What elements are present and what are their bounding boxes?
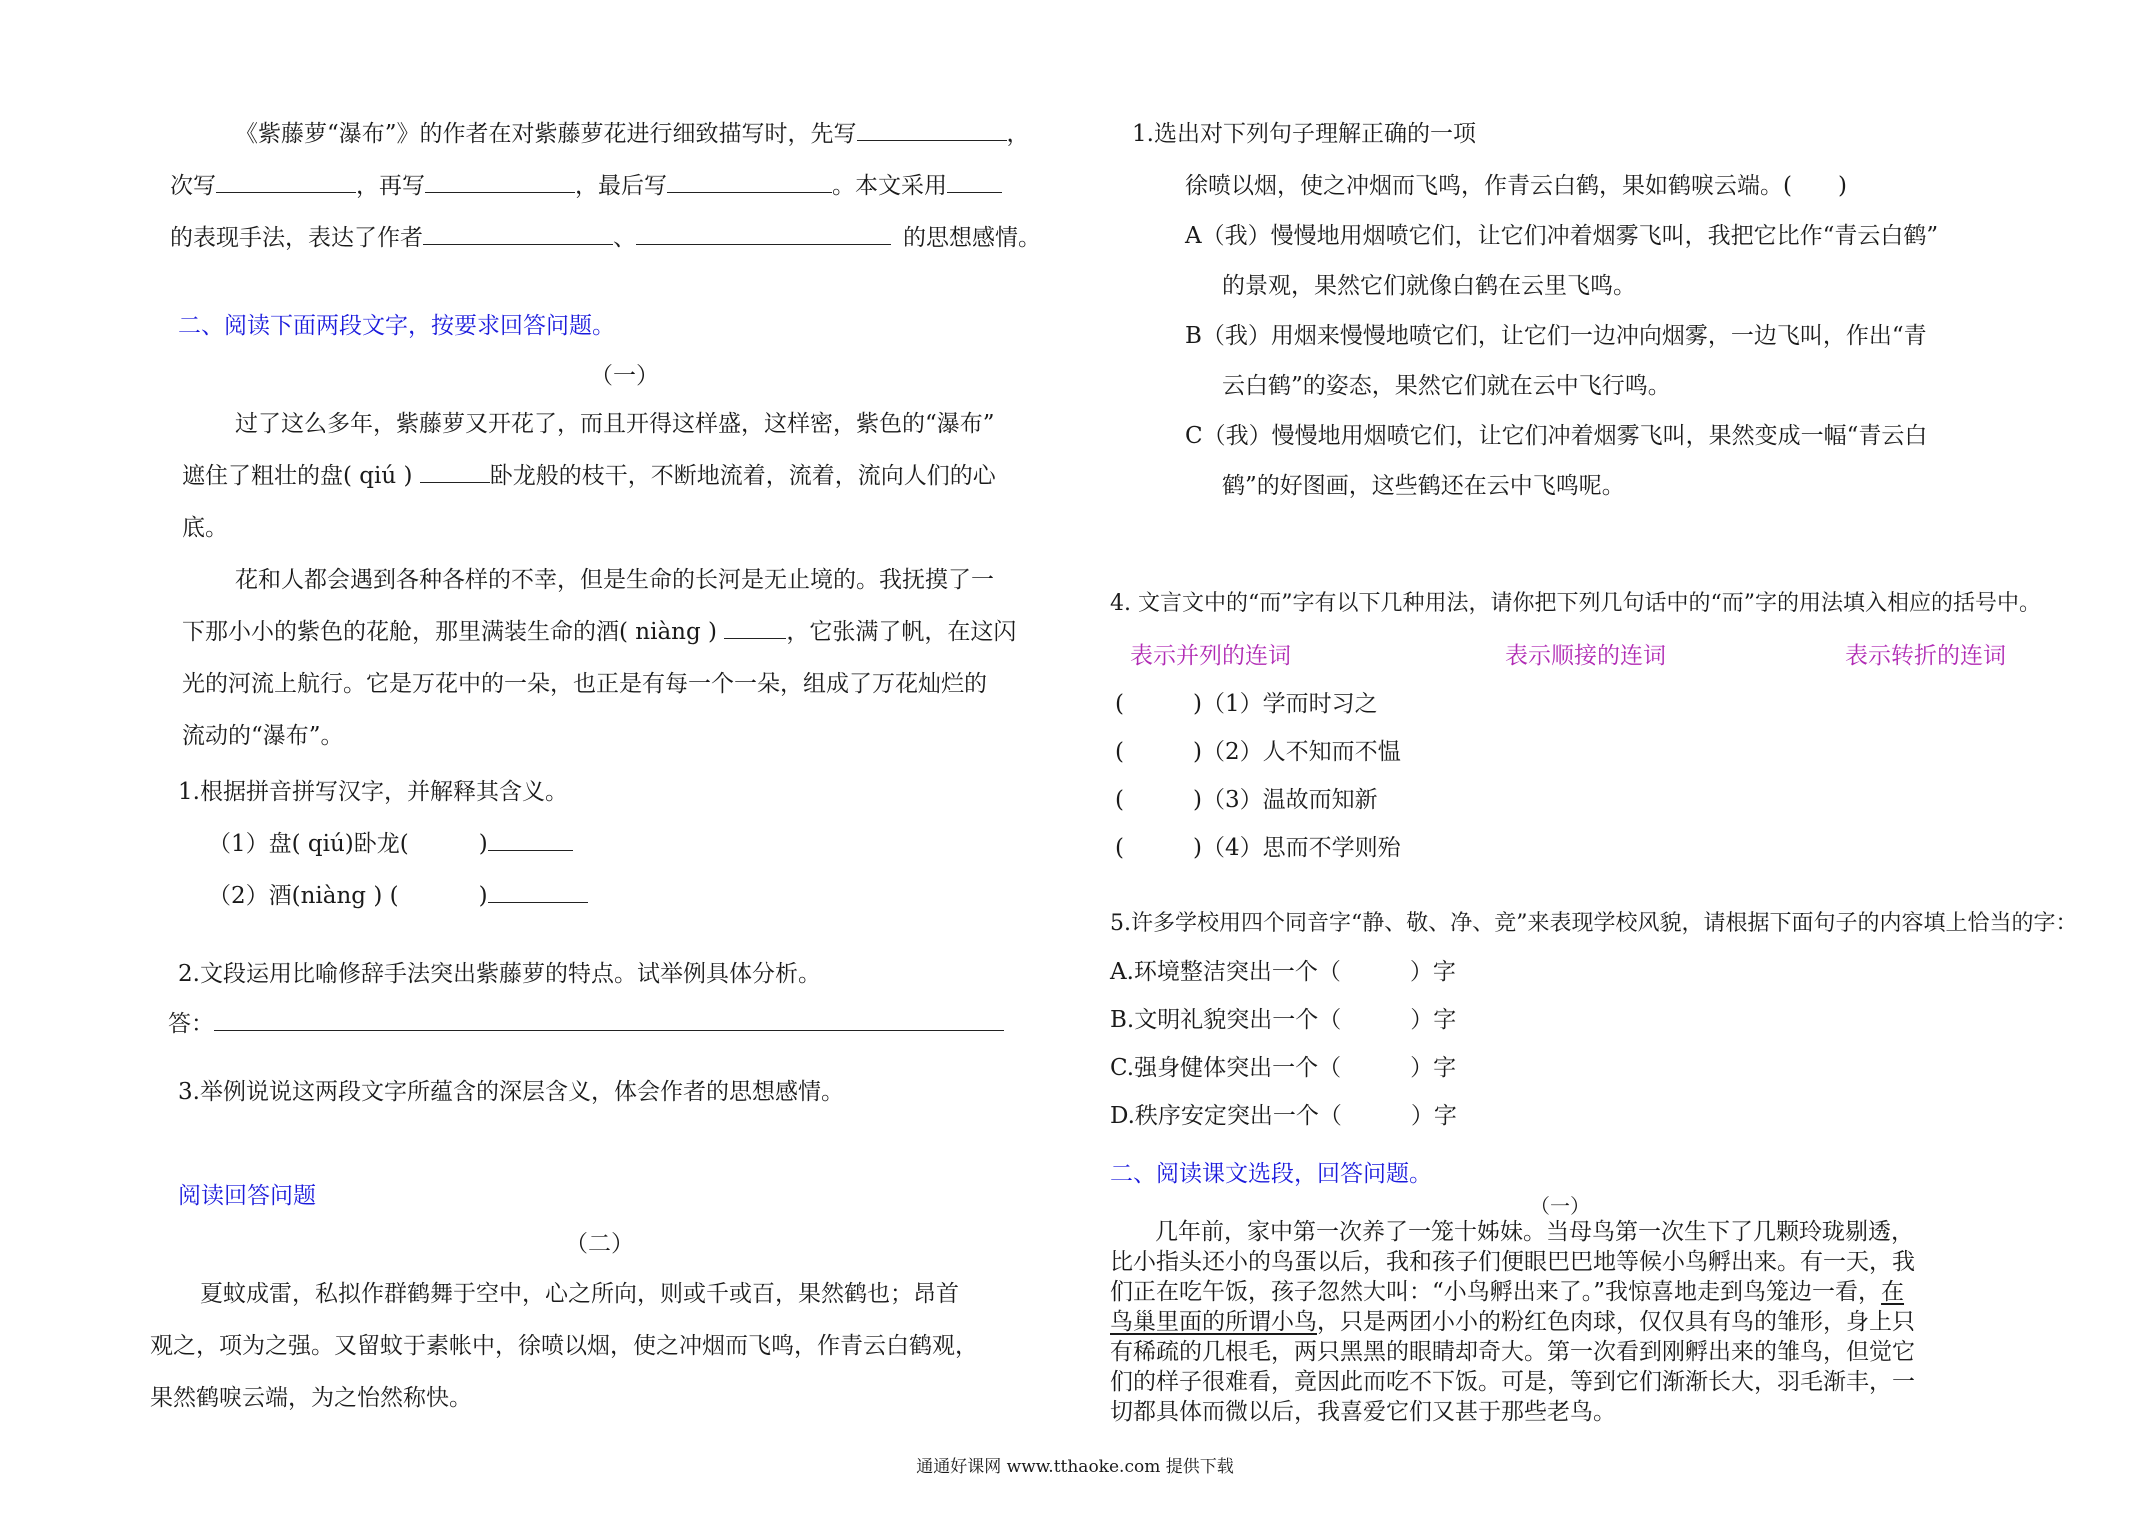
q4-item[interactable]: ( )（3）温故而知新 [1115,787,1378,813]
answer-blank[interactable] [423,222,613,245]
passage-line: 们的样子很难看，竟因此而吃不下饭。可是，等到它们渐渐长大，羽毛渐丰，一 [1110,1369,1915,1395]
paragraph-text: 下那小小的紫色的花舱，那里满装生命的酒( niàng ) [182,619,717,645]
paragraph-line: 花和人都会遇到各种各样的不幸，但是生命的长河是无止境的。我抚摸了一 [235,567,994,593]
question-3: 3.举例说说这两段文字所蕴含的深层含义，体会作者的思想感情。 [178,1079,844,1105]
intro-text: 、 [613,225,636,251]
answer-blank[interactable] [636,222,891,245]
intro-line-1 [235,118,1030,150]
paragraph-line: 流动的“瀑布”。 [182,723,344,749]
underlined-text: 鸟巢里面的所谓小鸟 [1110,1309,1317,1335]
question-2: 2.文段运用比喻修辞手法突出紫藤萝的特点。试举例具体分析。 [178,961,821,987]
q4-item[interactable]: ( )（4）思而不学则殆 [1115,835,1401,861]
passage-line [1110,1276,1904,1308]
question-5: 5.许多学校用四个同音字“静、敬、净、竞”来表现学校风貌，请根据下面句子的内容填上恰当的字： [1110,911,2078,936]
item-text: ) [478,831,488,857]
section-heading: 二、阅读下面两段文字，按要求回答问题。 [178,313,615,339]
answer-blank[interactable] [488,828,573,851]
answer-blank[interactable] [857,118,1007,141]
intro-text: 的表现手法，表达了作者 [170,225,423,251]
passage-text: 们正在吃午饭，孩子忽然大叫：“小鸟孵出来了。”我惊喜地走到鸟笼边一看， [1110,1279,1882,1305]
answer-blank[interactable] [488,880,588,903]
option-c-cont: 鹤”的好图画，这些鹤还在云中飞鸣呢。 [1222,473,1625,499]
answer-blank[interactable] [667,170,832,193]
question-1: 1.根据拼音拼写汉字，并解释其含义。 [178,779,568,805]
classical-line: 夏蚊成雷，私拟作群鹤舞于空中，心之所向，则或千或百，果然鹤也；昂首 [200,1281,959,1307]
passage-line: 有稀疏的几根毛，两只黑黑的眼睛却奇大。第一次看到刚孵出来的雏鸟，但觉它 [1110,1339,1915,1365]
question-sentence: 徐喷以烟，使之冲烟而飞鸣，作青云白鹤，果如鹤唳云端。( ) [1185,173,1847,199]
answer-label: 答： [168,1011,214,1037]
option-b[interactable]: B（我）用烟来慢慢地喷它们，让它们一边冲向烟雾，一边飞叫，作出“青 [1185,323,1927,349]
passage-line: 切都具体而微以后，我喜爱它们又甚于那些老鸟。 [1110,1399,1616,1425]
paragraph-text: ，它张满了帆，在这闪 [786,619,1017,645]
usage-label: 表示并列的连词 [1130,643,1291,669]
usage-label: 表示转折的连词 [1845,643,2006,669]
intro-line-3 [170,222,1041,254]
q5-item[interactable]: D.秩序安定突出一个（ ）字 [1110,1103,1457,1129]
passage-line: 比小指头还小的鸟蛋以后，我和孩子们便眼巴巴地等候小鸟孵出来。有一天，我 [1110,1249,1915,1275]
paragraph-line: 底。 [182,515,228,541]
option-a[interactable]: A（我）慢慢地用烟喷它们，让它们冲着烟雾飞叫，我把它比作“青云白鹤” [1185,223,1939,249]
q4-item[interactable]: ( )（1）学而时习之 [1115,691,1378,717]
answer-blank[interactable] [216,170,356,193]
classical-line: 果然鹤唳云端，为之怡然称快。 [150,1385,472,1411]
intro-text: ，再写 [356,173,425,199]
question-2-answer [168,1008,1004,1040]
q5-item[interactable]: B.文明礼貌突出一个（ ）字 [1110,1007,1457,1033]
section-heading: 二、阅读课文选段，回答问题。 [1110,1161,1432,1187]
answer-blank[interactable] [947,170,1002,193]
paragraph-line [182,616,1016,648]
question-1-item [208,880,588,912]
footer-credit: 通通好课网 www.tthaoke.com 提供下载 [916,1457,1234,1477]
paragraph-line: 过了这么多年，紫藤萝又开花了，而且开得这样盛，这样密，紫色的“瀑布” [235,411,995,437]
paragraph-line [182,460,996,492]
paragraph-line: 光的河流上航行。它是万花中的一朵，也正是有每一个一朵，组成了万花灿烂的 [182,671,987,697]
answer-blank[interactable] [425,170,575,193]
intro-text: 。本文采用 [832,173,947,199]
q5-item[interactable]: C.强身健体突出一个（ ）字 [1110,1055,1457,1081]
option-a-cont: 的景观，果然它们就像白鹤在云里飞鸣。 [1222,273,1636,299]
q4-item[interactable]: ( )（2）人不知而不愠 [1115,739,1401,765]
answer-blank[interactable] [724,616,786,639]
passage-line [1110,1306,1915,1338]
usage-label: 表示顺接的连词 [1505,643,1666,669]
intro-text: ， [1006,121,1030,147]
item-text: ) [478,883,488,909]
passage-text: ，只是两团小小的粉红色肉球，仅仅具有鸟的雏形，身上只 [1317,1309,1915,1335]
classical-line: 观之，项为之强。又留蚊于素帐中，徐喷以烟，使之冲烟而飞鸣，作青云白鹤观， [150,1333,978,1359]
part-label: （一） [590,363,659,389]
question-1: 1.选出对下列句子理解正确的一项 [1132,121,1476,147]
paragraph-text: 卧龙般的枝干，不断地流着，流着，流向人们的心 [489,463,996,489]
q5-item[interactable]: A.环境整洁突出一个（ ）字 [1110,959,1456,985]
intro-text: 次写 [170,173,216,199]
paragraph-text: 遮住了粗壮的盘( qiú ) [182,463,413,489]
intro-text: ，最后写 [575,173,667,199]
passage-line: 几年前，家中第一次养了一笼十姊妹。当母鸟第一次生下了几颗玲珑剔透， [1155,1219,1914,1245]
answer-line[interactable] [214,1008,1004,1031]
option-c[interactable]: C（我）慢慢地用烟喷它们，让它们冲着烟雾飞叫，果然变成一幅“青云白 [1185,423,1928,449]
option-b-cont: 云白鹤”的姿态，果然它们就在云中飞行鸣。 [1222,373,1671,399]
reading-heading: 阅读回答问题 [178,1183,316,1209]
item-text: （1）盘( qiú)卧龙( [208,831,409,857]
answer-blank[interactable] [420,460,490,483]
item-text: （2）酒(niàng ) ( [208,883,399,909]
intro-line-2 [170,170,1002,202]
intro-text: 《紫藤萝“瀑布”》的作者在对紫藤萝花进行细致描写时，先写 [235,121,857,147]
part-label: （二） [565,1231,634,1257]
question-1-item [208,828,573,860]
underlined-text: 在 [1881,1279,1905,1305]
question-4: 4. 文言文中的“而”字有以下几种用法，请你把下列几句话中的“而”字的用法填入相应的括号中。 [1110,591,2041,616]
part-label: （一） [1530,1194,1590,1218]
intro-text: 的思想感情。 [903,225,1041,251]
